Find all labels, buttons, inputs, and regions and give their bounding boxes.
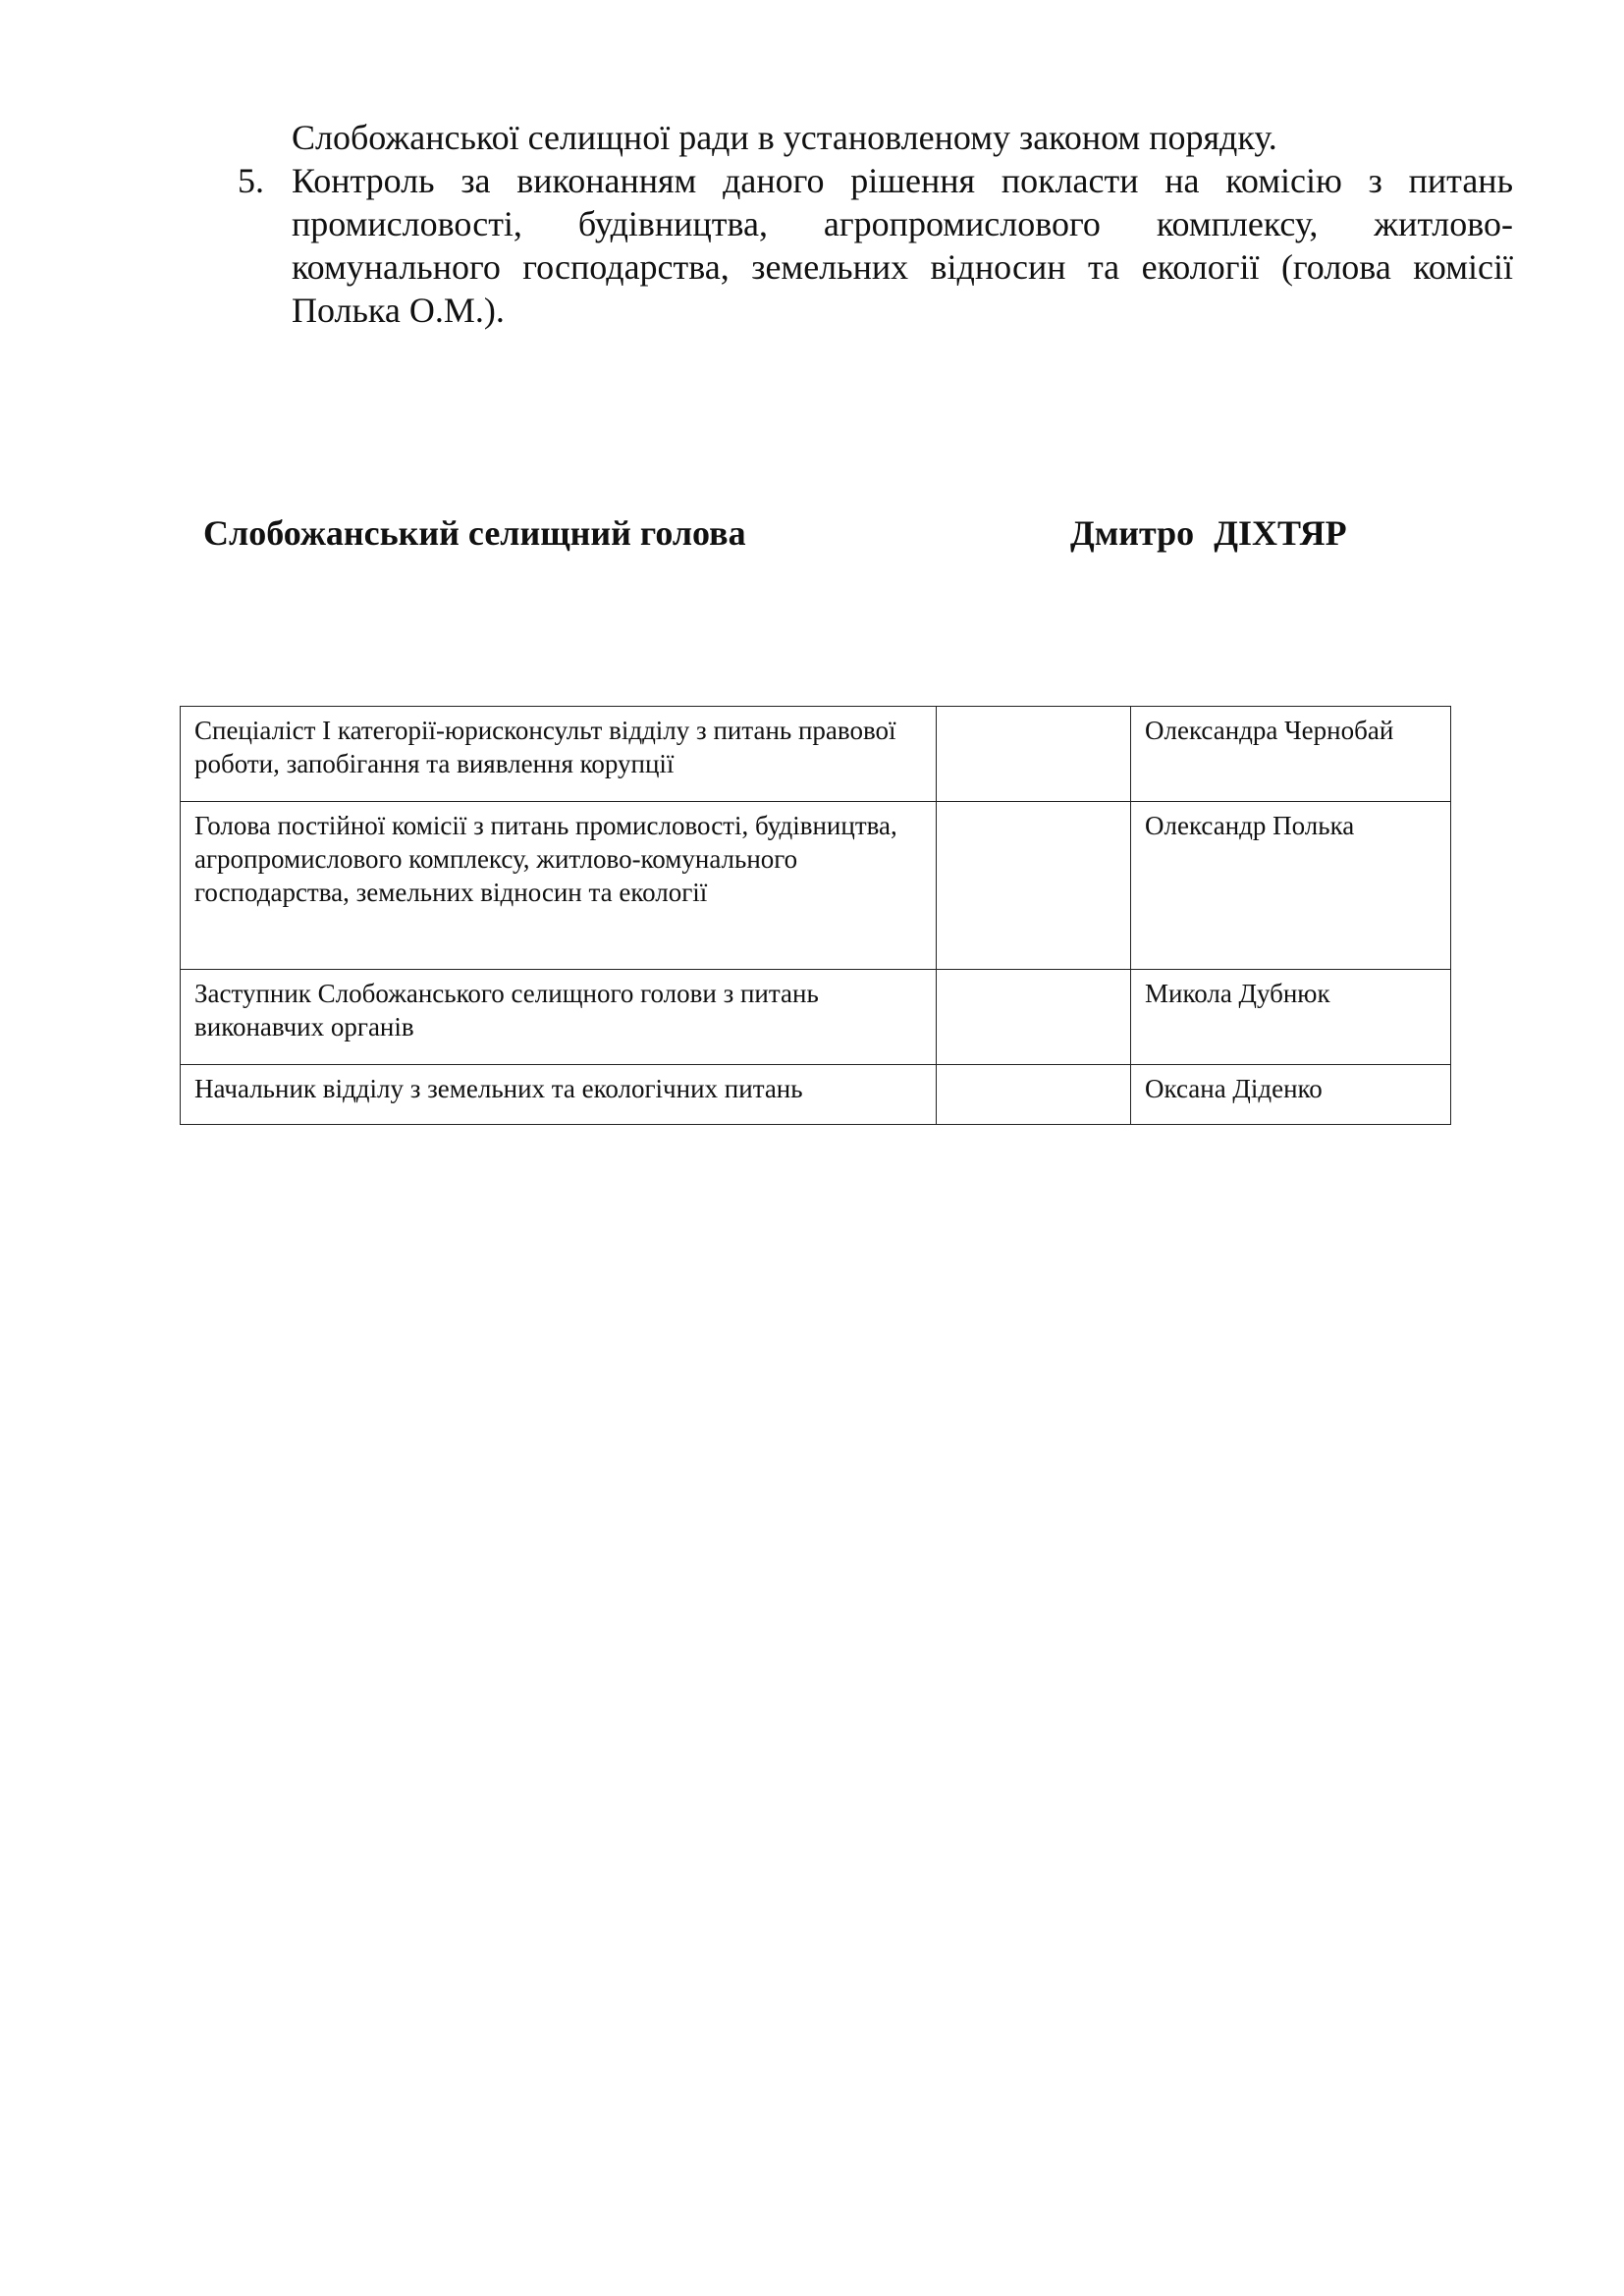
- signatory-last-name: ДІХТЯР: [1214, 513, 1347, 553]
- table-row: [181, 707, 1451, 802]
- approvals-table: [180, 706, 1451, 1125]
- position-cell: Спеціаліст І категорії-юрисконсульт відділу з питань правової роботи, запобігання та виявлення корупції: [181, 707, 937, 802]
- signature-cell: [937, 802, 1131, 970]
- signature-cell: [937, 970, 1131, 1065]
- signatory-title: Слобожанський селищний голова: [203, 513, 746, 553]
- signatory-first-name: Дмитро: [1070, 513, 1195, 553]
- signature-cell: [937, 707, 1131, 802]
- item-5-text: Контроль за виконанням даного рішення покласти на комісію з питань промисловості, будівництва, агропромислового комплексу, житлово-комунального господарства, земельних відносин та екології (голова комісії Полька О.М.).: [292, 161, 1513, 330]
- signatory-name: [1070, 512, 1347, 554]
- position-cell: Начальник відділу з земельних та екологічних питань: [181, 1065, 937, 1125]
- name-cell: Оксана Діденко: [1131, 1065, 1451, 1125]
- table-row: [181, 802, 1451, 970]
- table-row: [181, 970, 1451, 1065]
- name-cell: Микола Дубнюк: [1131, 970, 1451, 1065]
- signature-cell: [937, 1065, 1131, 1125]
- name-cell: Олександра Чернобай: [1131, 707, 1451, 802]
- name-cell: Олександр Полька: [1131, 802, 1451, 970]
- item-number: 5.: [238, 161, 264, 200]
- position-cell: Голова постійної комісії з питань промисловості, будівництва, агропромислового комплексу, житлово-комунального господарства, земельних відносин та екології: [181, 802, 937, 970]
- position-cell: Заступник Слобожанського селищного голови з питань виконавчих органів: [181, 970, 937, 1065]
- continuation-line: Слобожанської селищної ради в установленому законом порядку.: [292, 118, 1277, 157]
- table-row: [181, 1065, 1451, 1125]
